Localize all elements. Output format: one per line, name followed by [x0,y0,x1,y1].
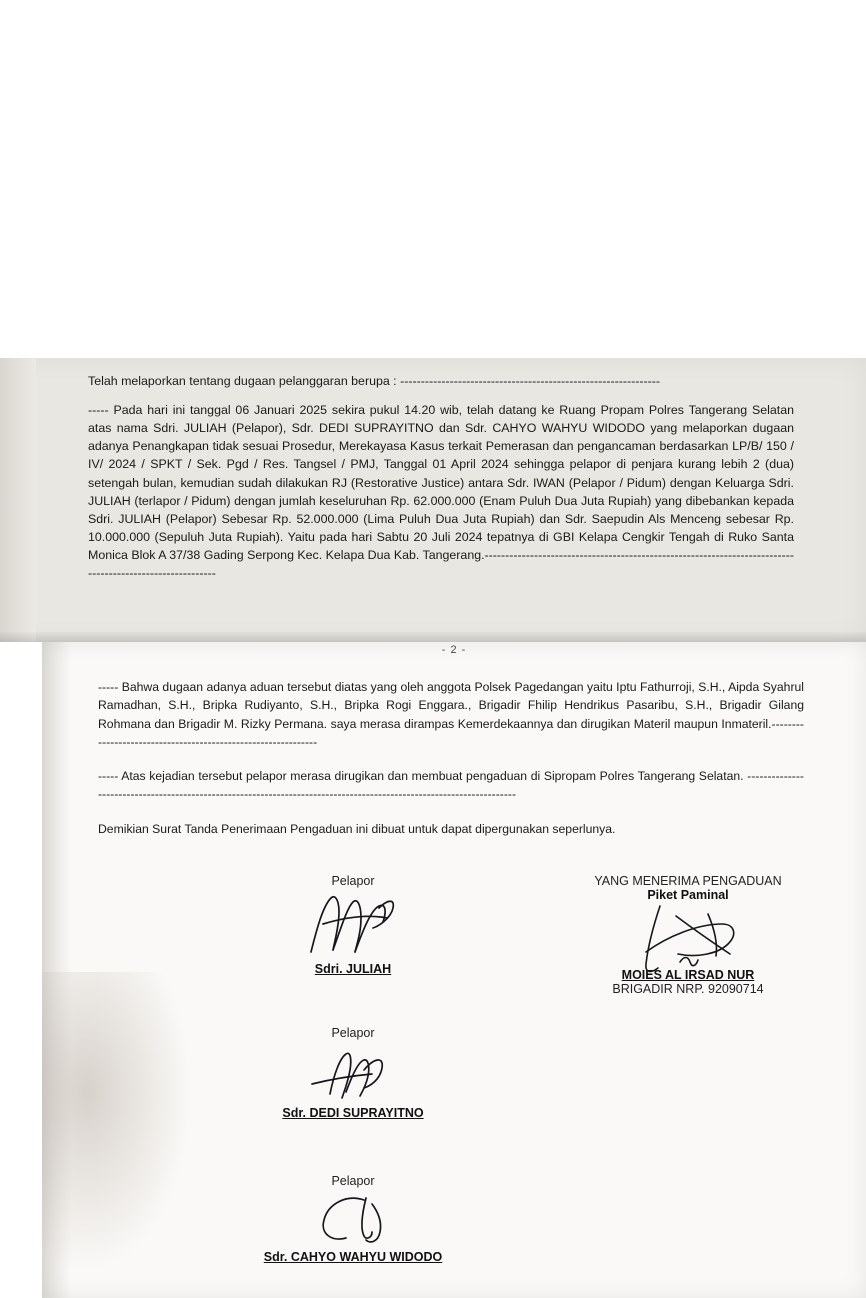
signature-name-2: Sdr. DEDI SUPRAYITNO [282,1106,424,1120]
signature-label-3: Pelapor [331,1174,375,1188]
lower-paragraph-2: ----- Atas kejadian tersebut pelapor merasa dirugikan dan membuat pengaduan di Sipropam Polres Tangerang Selatan. --------------------------------------------------------------------------------------------------------------------- [98,769,804,802]
signature-block-pelapor-1 [228,874,478,976]
receiver-heading: YANG MENERIMA PENGADUAN [594,874,782,888]
signature-area [98,874,838,1294]
top-fragment-paragraph-1: ----- Pada hari ini tanggal 06 Januari 2025 sekira pukul 14.20 wib, telah datang ke Ruang Propam Polres Tangerang Selatan atas nama Sdri. JULIAH (Pelapor), Sdr. DEDI SUPRAYITNO dan Sdr. CAHYO WAHYU WIDODO yang melaporkan dugaan adanya Penangkapan tidak sesuai Prosedur, Merekayasa Kasus terkait Pemerasan dan pengancaman berdasarkan LP/B/ 150 / IV/ 2024 / SPKT / Sek. Pgd / Res. Tangsel / PMJ, Tanggal 01 April 2024 sehingga pelapor di penjara kurang lebih 2 (dua) setengah bulan, kemudian sudah dilakukan RJ (Restorative Justice) antara Sdr. IWAN (Pelapor / Pidum) dengan Keluarga Sdri. JULIAH (terlapor / Pidum) dengan jumlah keseluruhan Rp. 62.000.000 (Enam Puluh Dua Juta Rupiah) yang dibebankan kepada Sdri. JULIAH (Pelapor) Sebesar Rp. 52.000.000 (Lima Puluh Dua Juta Rupiah) dan Sdr. Saepudin Als Menceng sebesar Rp. 10.000.000 (Sepuluh Juta Rupiah). Yaitu pada hari Sabtu 20 Juli 2024 tepatnya di GBI Kelapa Cengkir Tengah di Ruko Santa Monica Blok A 37/38 Gading Serpong Kec. Kelapa Dua Kab. Tangerang.---------------------------------------------------------------------------------------------------------- [88,403,795,581]
lower-page-text-block [98,678,804,854]
handwritten-signature-receiver [538,902,838,968]
signature-block-penerima-pengaduan [538,874,838,996]
top-fragment-text-block [88,372,794,593]
signature-label-1: Pelapor [331,874,375,888]
lower-paragraph-1: ----- Bahwa dugaan adanya aduan tersebut diatas yang oleh anggota Polsek Pagedangan yaitu Iptu Fathurroji, S.H., Aipda Syahrul Ramadhan, S.H., Bripka Rudiyanto, S.H., Bripka Rogi Enggara., Brigadir Fhilip Hendrikus Pasaribu, S.H., Brigadir Gilang Rohmana dan Brigadir M. Rizky Permana. saya merasa dirampas Kemerdekaannya dan dirugikan Materil maupun Inmateril.-------------------------------------------------------------- [98,680,804,749]
signature-name-1: Sdri. JULIAH [314,962,392,976]
receiver-rank-nrp: BRIGADIR NRP. 92090714 [612,982,764,996]
top-fragment-line-1: Telah melaporkan tentang dugaan pelanggaran berupa : --------------------------------------------------------------- [88,374,661,388]
closing-statement: Demikian Surat Tanda Penerimaan Pengaduan ini dibuat untuk dapat dipergunakan seperlunya. [98,821,616,836]
signature-label-2: Pelapor [331,1026,375,1040]
signature-name-3: Sdr. CAHYO WAHYU WIDODO [263,1250,443,1264]
handwritten-signature-3 [228,1188,478,1250]
scanned-document-lower-page [42,642,866,1298]
handwritten-signature-1 [228,888,478,962]
receiver-role: Piket Paminal [647,888,729,902]
signature-block-pelapor-2 [228,1026,478,1120]
receiver-name: MOIES AL IRSAD NUR [621,968,755,982]
page-number: - 2 - [441,644,467,656]
signature-block-pelapor-3 [228,1174,478,1264]
scanned-document-top-fragment [0,358,866,642]
handwritten-signature-2 [228,1040,478,1106]
